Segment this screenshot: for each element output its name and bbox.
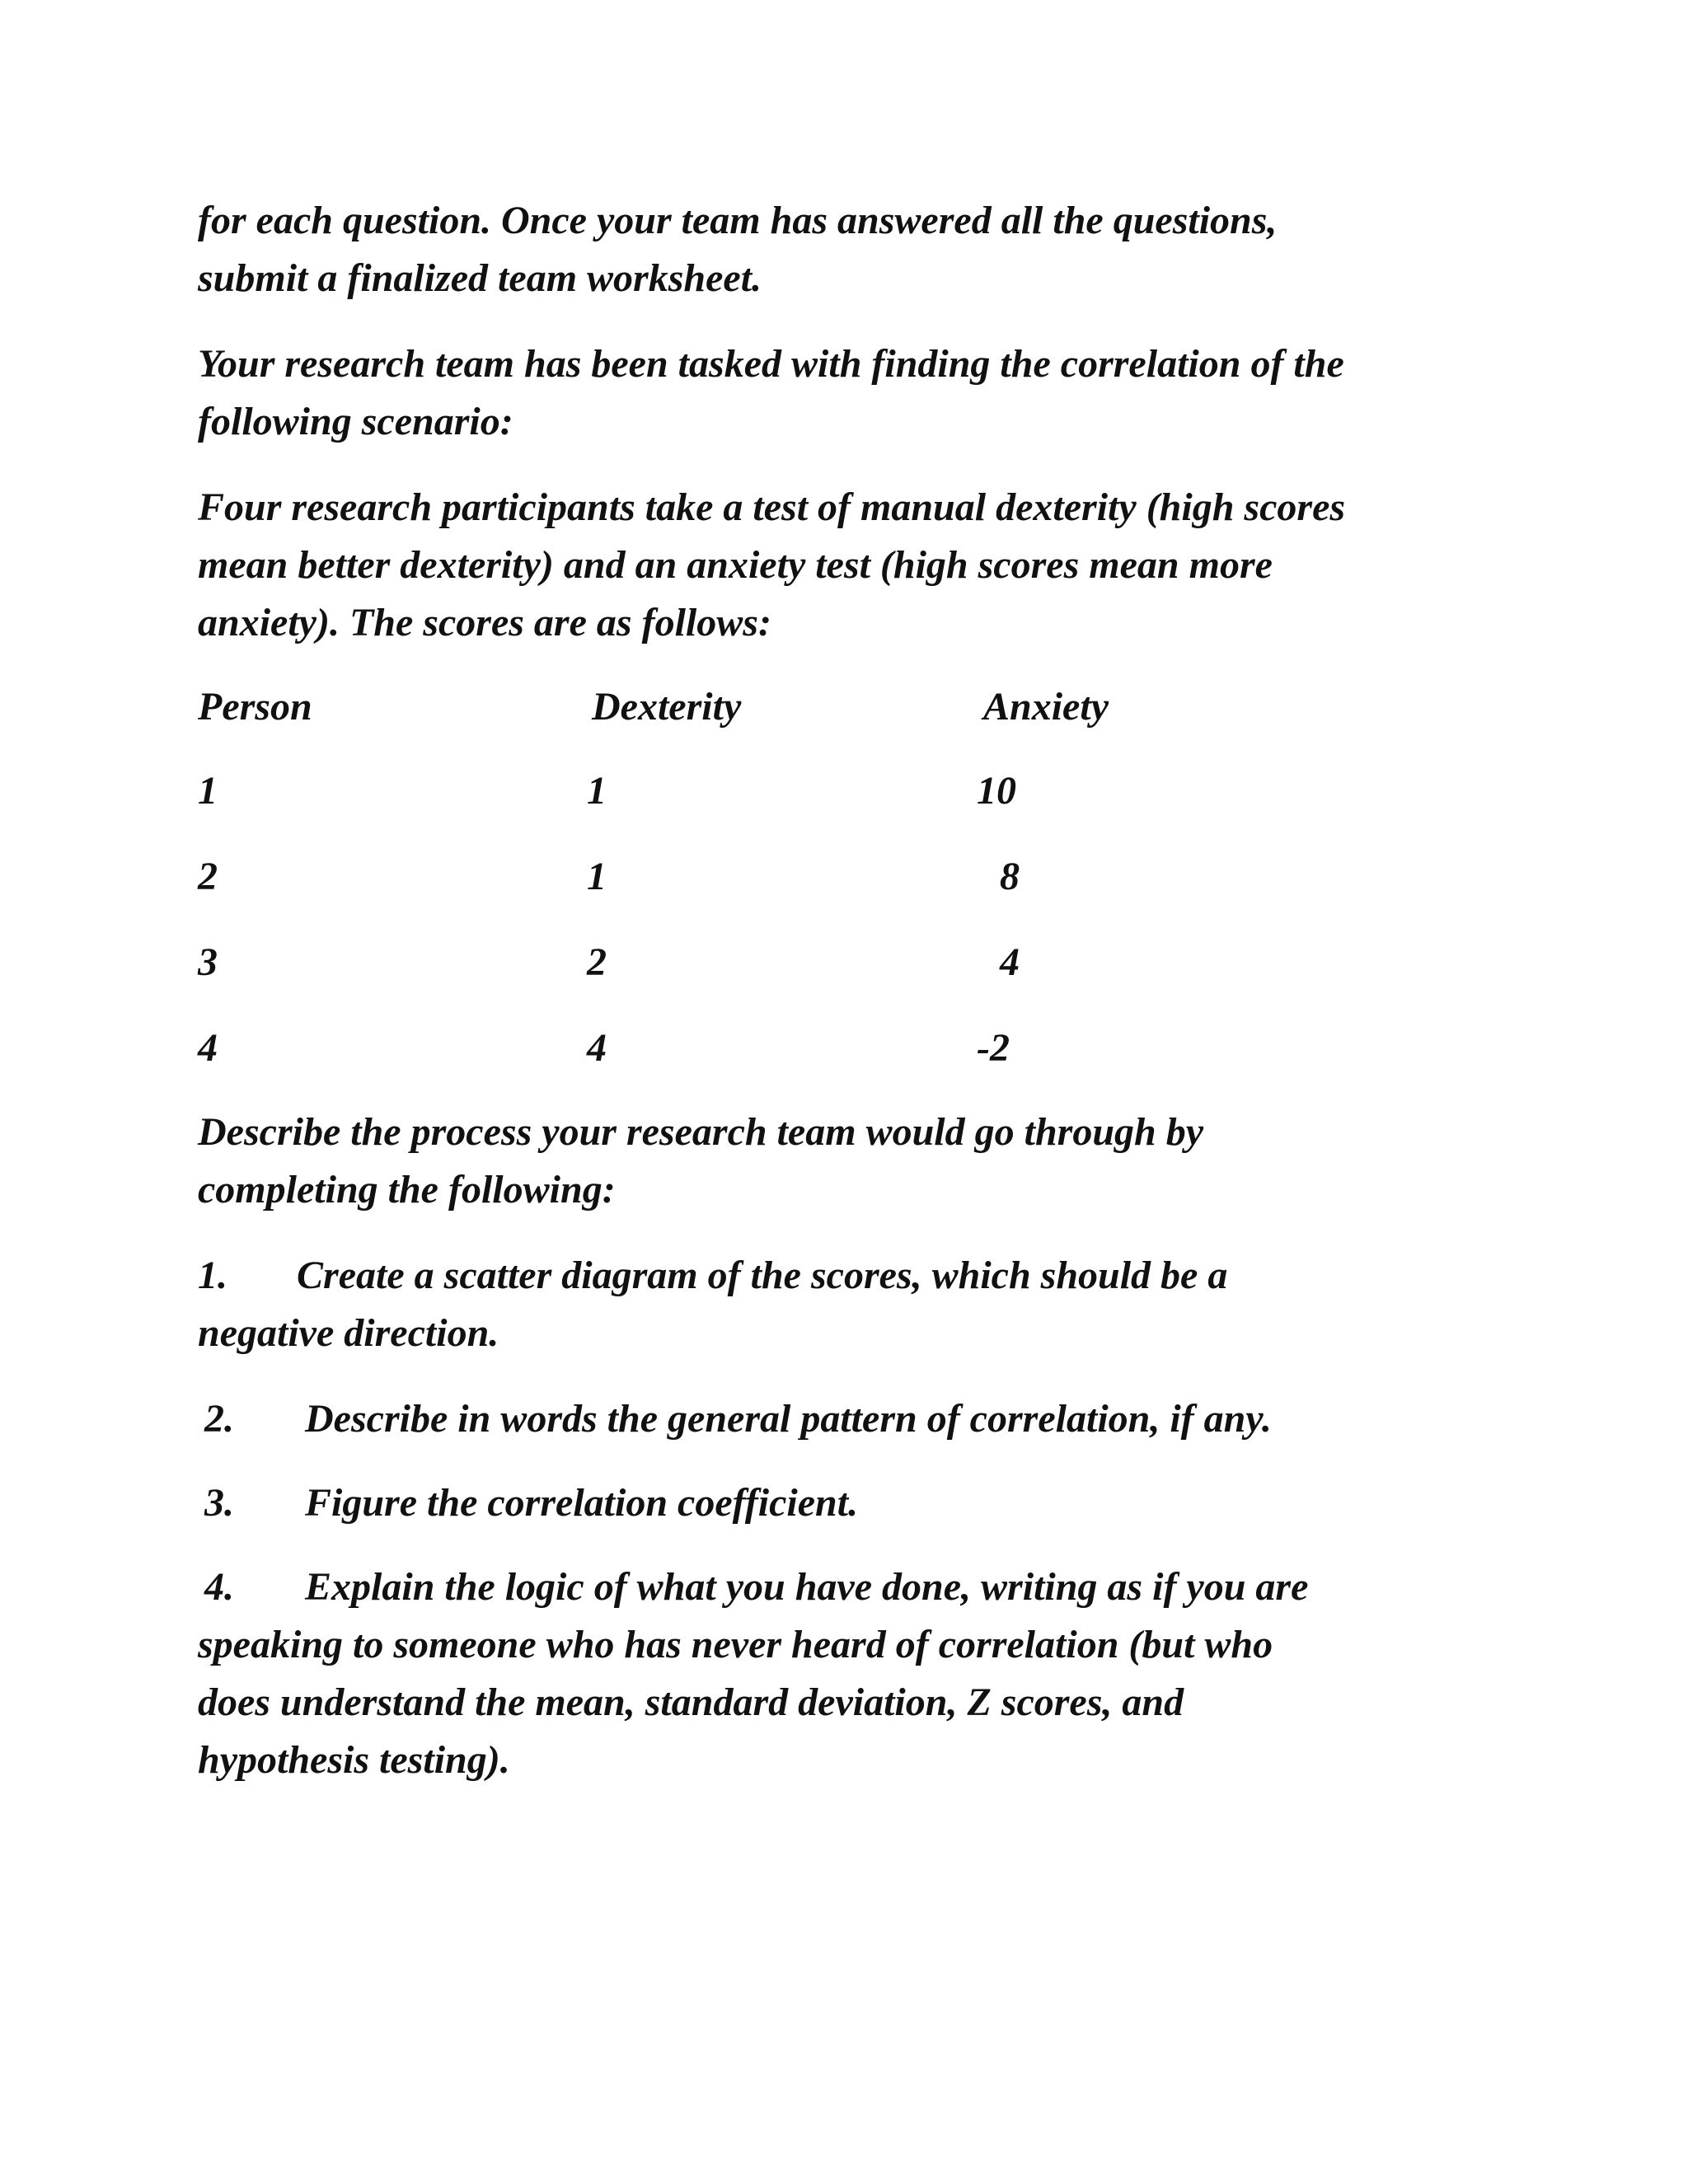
cell-person: 1 [198,769,218,813]
cell-anxiety: 4 [1000,940,1020,984]
cell-person: 2 [198,855,218,898]
question-text-line-2: negative direction. [198,1311,499,1355]
describe-line-1: Describe the process your research team would go through by [198,1110,1204,1154]
intro-line-2: submit a finalized team worksheet. [198,256,762,300]
question-text-line-3: does understand the mean, standard deviation, Z scores, and [198,1680,1184,1724]
cell-person: 4 [198,1026,218,1070]
question-number: 4. [204,1565,234,1609]
question-number: 2. [204,1397,234,1441]
question-text-line-1: Explain the logic of what you have done, writing as if you are [305,1565,1309,1609]
scenario-line-1: Four research participants take a test of manual dexterity (high scores [198,485,1346,529]
header-anxiety: Anxiety [983,685,1109,729]
cell-person: 3 [198,940,218,984]
header-person: Person [198,685,312,729]
scenario-line-2: mean better dexterity) and an anxiety test (high scores mean more [198,543,1273,587]
cell-dexterity: 2 [587,940,607,984]
cell-dexterity: 1 [587,855,607,898]
cell-dexterity: 1 [587,769,607,813]
cell-anxiety: 8 [1000,855,1020,898]
describe-line-2: completing the following: [198,1168,616,1212]
question-text-line-1: Create a scatter diagram of the scores, which should be a [297,1254,1228,1297]
scenario-line-3: anxiety). The scores are as follows: [198,601,771,644]
intro-line-1: for each question. Once your team has answered all the questions, [198,199,1278,242]
question-text-line-4: hypothesis testing). [198,1738,510,1782]
cell-anxiety: 10 [977,769,1016,813]
question-text-line-1: Describe in words the general pattern of correlation, if any. [305,1397,1272,1441]
header-dexterity: Dexterity [592,685,742,729]
question-text-line-2: speaking to someone who has never heard of correlation (but who [198,1623,1273,1666]
task-line-2: following scenario: [198,400,513,443]
question-number: 1. [198,1254,227,1297]
cell-dexterity: 4 [587,1026,607,1070]
task-line-1: Your research team has been tasked with finding the correlation of the [198,342,1344,386]
question-number: 3. [204,1481,234,1525]
question-text-line-1: Figure the correlation coefficient. [305,1481,859,1525]
cell-anxiety: -2 [977,1026,1010,1070]
